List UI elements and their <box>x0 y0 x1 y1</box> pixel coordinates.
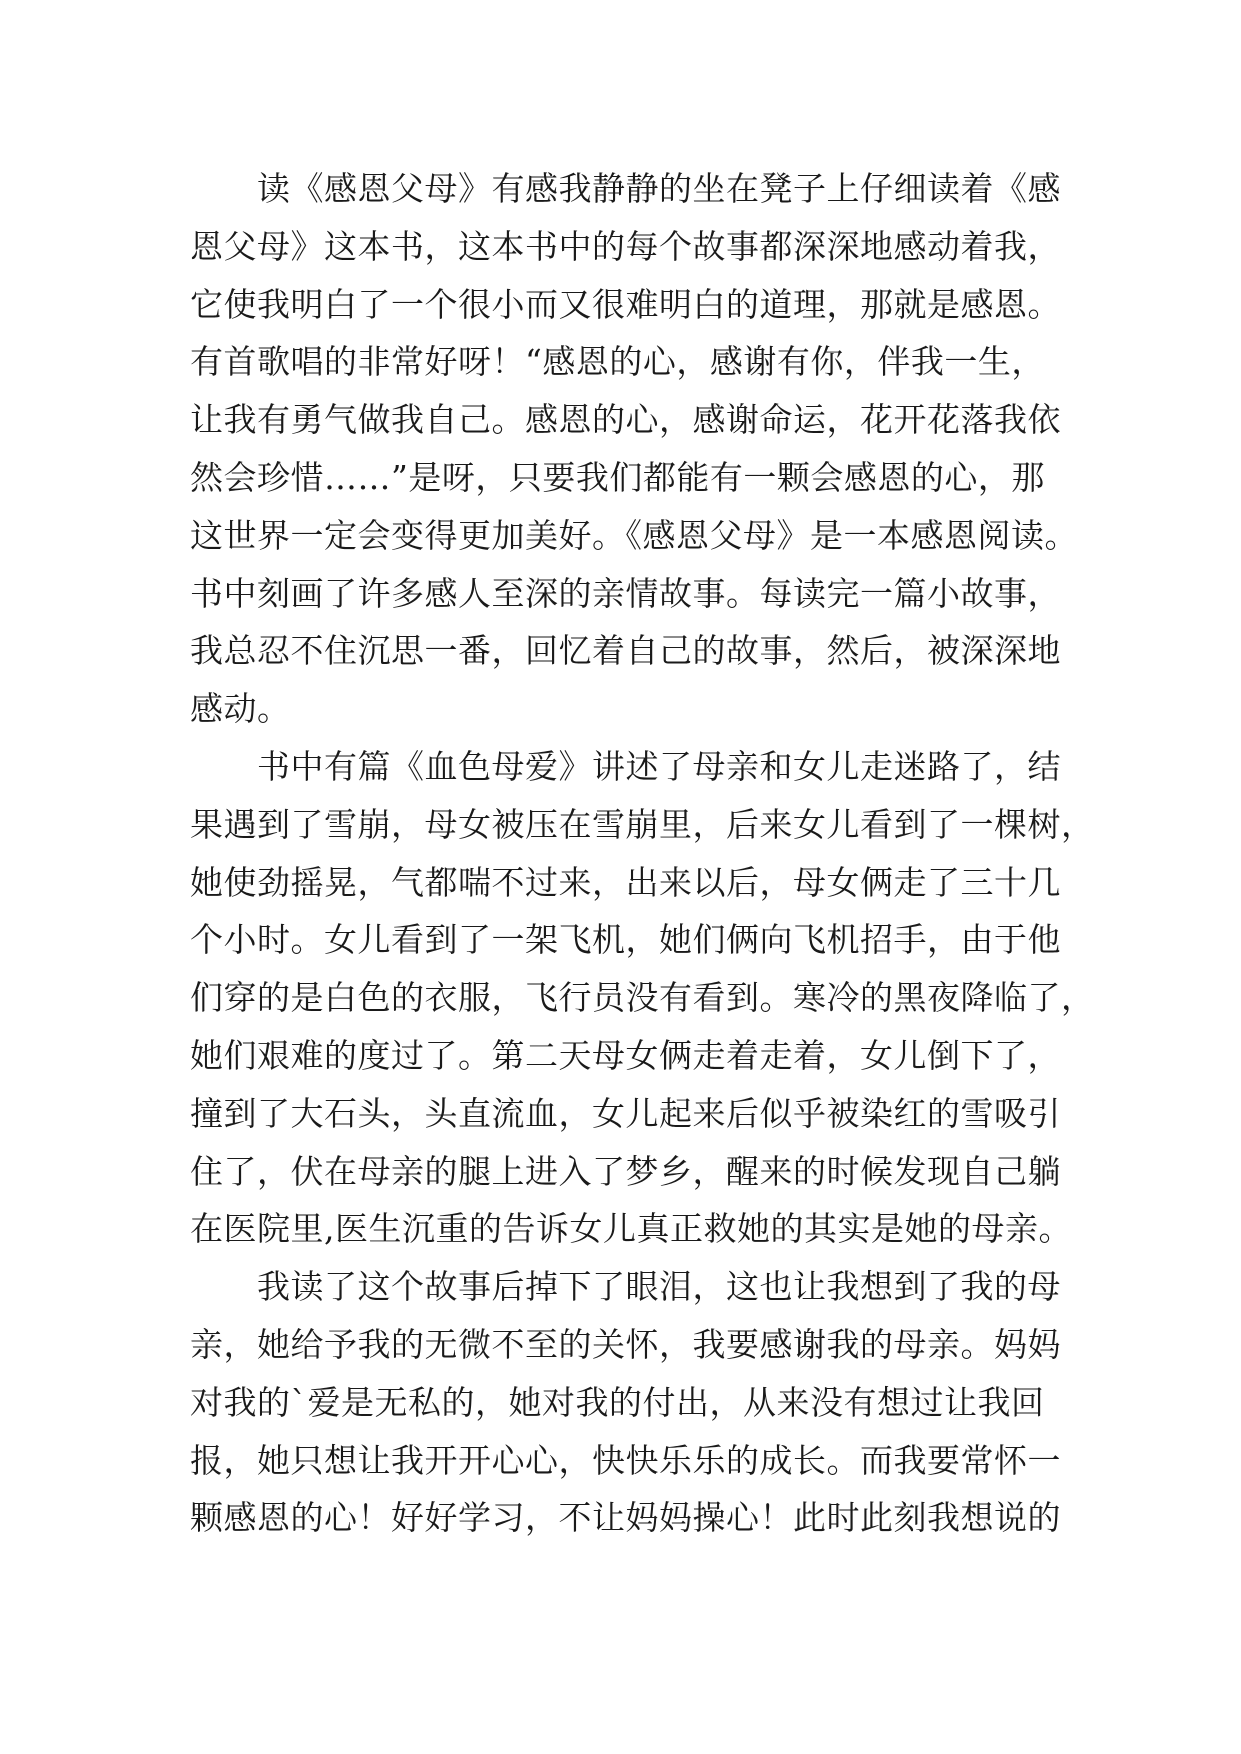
text-line: 它使我明白了一个很小而又很难明白的道理，那就是感恩。 <box>190 284 1061 324</box>
text-line: 她们艰难的度过了。第二天母女俩走着走着，女儿倒下了， <box>190 1035 1061 1075</box>
text-line: 让我有勇气做我自己。感恩的心，感谢命运，花开花落我依 <box>190 400 1061 440</box>
text-line: 颗感恩的心！好好学习，不让妈妈操心！此时此刻我想说的 <box>190 1498 1061 1538</box>
text-line: 我读了这个故事后掉下了眼泪，这也让我想到了我的母 <box>190 1267 1061 1307</box>
text-line: 有首歌唱的非常好呀！“感恩的心，感谢有你，伴我一生， <box>190 342 1045 382</box>
text-line: 读《感恩父母》有感我静静的坐在凳子上仔细读着《感 <box>190 169 1061 208</box>
text-line: 她使劲摇晃，气都喘不过来，出来以后，母女俩走了三十几 <box>190 862 1061 902</box>
text-line: 们穿的是白色的衣服，飞行员没有看到。寒冷的黑夜降临了， <box>190 978 1095 1018</box>
text-line: 住了，伏在母亲的腿上进入了梦乡，醒来的时候发现自己躺 <box>190 1151 1061 1191</box>
text-line: 书中刻画了许多感人至深的亲情故事。每读完一篇小故事， <box>190 573 1061 613</box>
text-line: 恩父母》这本书，这本书中的每个故事都深深地感动着我， <box>190 226 1061 266</box>
text-line: 然会珍惜……”是呀，只要我们都能有一颗会感恩的心，那 <box>190 457 1045 497</box>
text-line: 撞到了大石头，头直流血，女儿起来后似乎被染红的雪吸引 <box>190 1093 1061 1133</box>
text-line: 亲，她给予我的无微不至的关怀，我要感谢我的母亲。妈妈 <box>190 1324 1061 1364</box>
text-line: 我总忍不住沉思一番，回忆着自己的故事，然后，被深深地 <box>190 631 1061 671</box>
text-line: 对我的`爱是无私的，她对我的付出，从来没有想过让我回 <box>190 1382 1045 1422</box>
document-body <box>190 160 1095 1547</box>
text-line: 果遇到了雪崩，母女被压在雪崩里，后来女儿看到了一棵树， <box>190 804 1095 844</box>
text-line: 个小时。女儿看到了一架飞机，她们俩向飞机招手，由于他 <box>190 920 1061 960</box>
text-line: 报，她只想让我开开心心，快快乐乐的成长。而我要常怀一 <box>190 1440 1061 1480</box>
text-line: 这世界一定会变得更加美好。《感恩父母》是一本感恩阅读。 <box>190 515 1078 555</box>
text-line: 书中有篇《血色母爱》讲述了母亲和女儿走迷路了，结 <box>190 746 1061 786</box>
text-line: 感动。 <box>190 689 291 729</box>
text-line: 在医院里,医生沉重的告诉女儿真正救她的其实是她的母亲。 <box>190 1209 1072 1249</box>
